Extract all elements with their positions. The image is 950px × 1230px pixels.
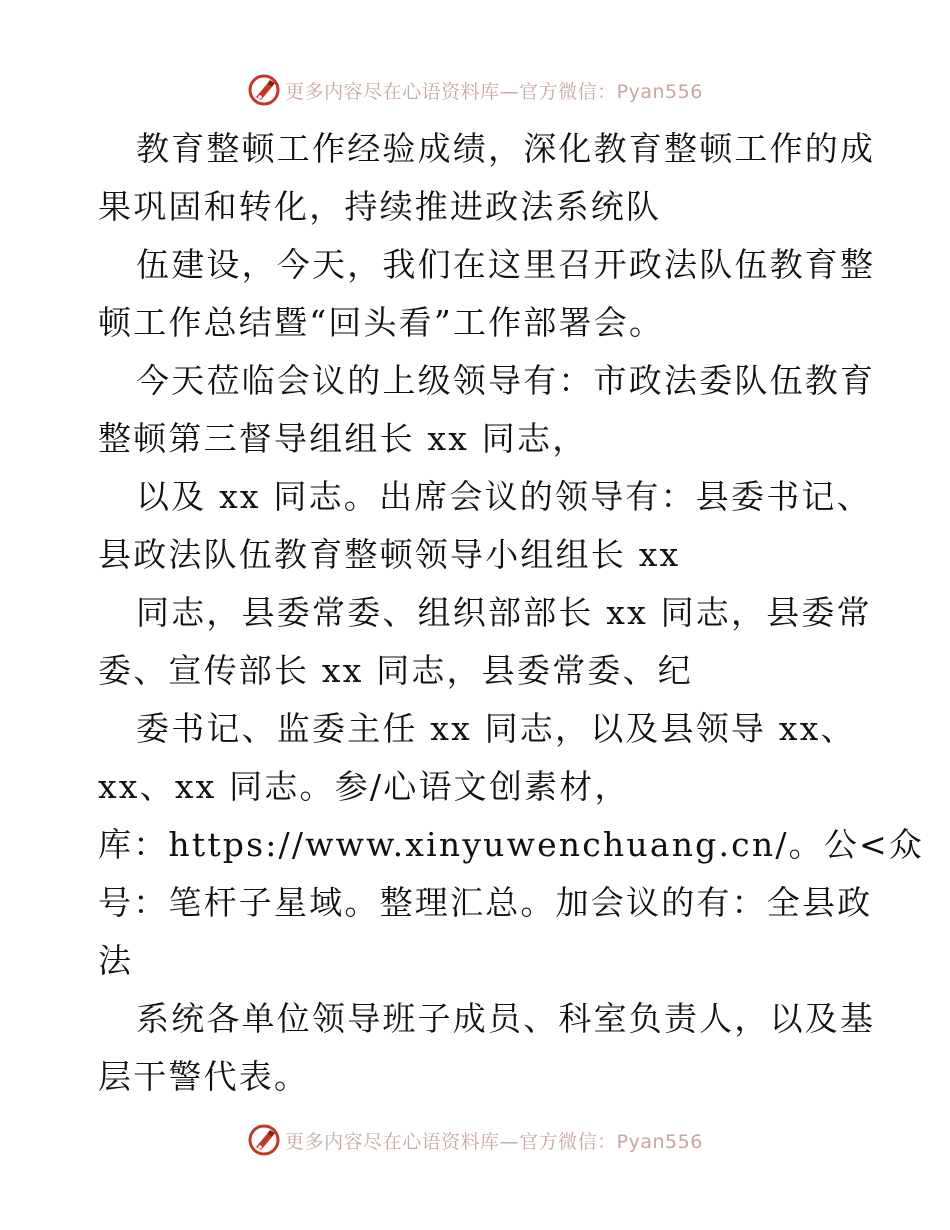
text-line: 以及 xx 同志。出席会议的领导有：县委书记、 (136, 477, 872, 516)
text-line: xx、xx 同志。参/心语文创素材， (98, 767, 630, 806)
text-line: 今天莅临会议的上级领导有：市政法委队伍教育 (136, 361, 876, 400)
watermark-text: 更多内容尽在心语资料库—官方微信：Pyan556 (285, 1130, 703, 1153)
footer-watermark (0, 1120, 950, 1160)
text-line: 法 (98, 941, 134, 980)
header-watermark (0, 70, 950, 110)
text-line: 同志，县委常委、组织部部长 xx 同志，县委常 (136, 593, 872, 632)
text-line: 县政法队伍教育整顿领导小组组长 xx (98, 535, 681, 574)
text-line: 果巩固和转化，持续推进政法系统队 (98, 187, 662, 226)
watermark-text: 更多内容尽在心语资料库—官方微信：Pyan556 (285, 80, 703, 103)
text-line: 教育整顿工作经验成绩，深化教育整顿工作的成 (136, 129, 876, 168)
text-line: 伍建设，今天，我们在这里召开政法队伍教育整 (136, 245, 876, 284)
text-line: 库：https://www.xinyuwenchuang.cn/。公<众 (98, 825, 925, 864)
text-line: 委、宣传部长 xx 同志，县委常委、纪 (98, 651, 694, 690)
text-line: 顿工作总结暨“回头看”工作部署会。 (98, 303, 665, 342)
text-line: 委书记、监委主任 xx 同志，以及县领导 xx、 (136, 709, 856, 748)
text-line: 层干警代表。 (98, 1057, 310, 1096)
text-line: 系统各单位领导班子成员、科室负责人，以及基 (136, 999, 876, 1038)
text-line: 整顿第三督导组组长 xx 同志， (98, 419, 588, 458)
pen-nib-icon (247, 1123, 281, 1157)
text-line: 号：笔杆子星域。整理汇总。加会议的有：全县政 (98, 883, 873, 922)
pen-nib-icon (247, 73, 281, 107)
document-body (98, 120, 925, 1106)
